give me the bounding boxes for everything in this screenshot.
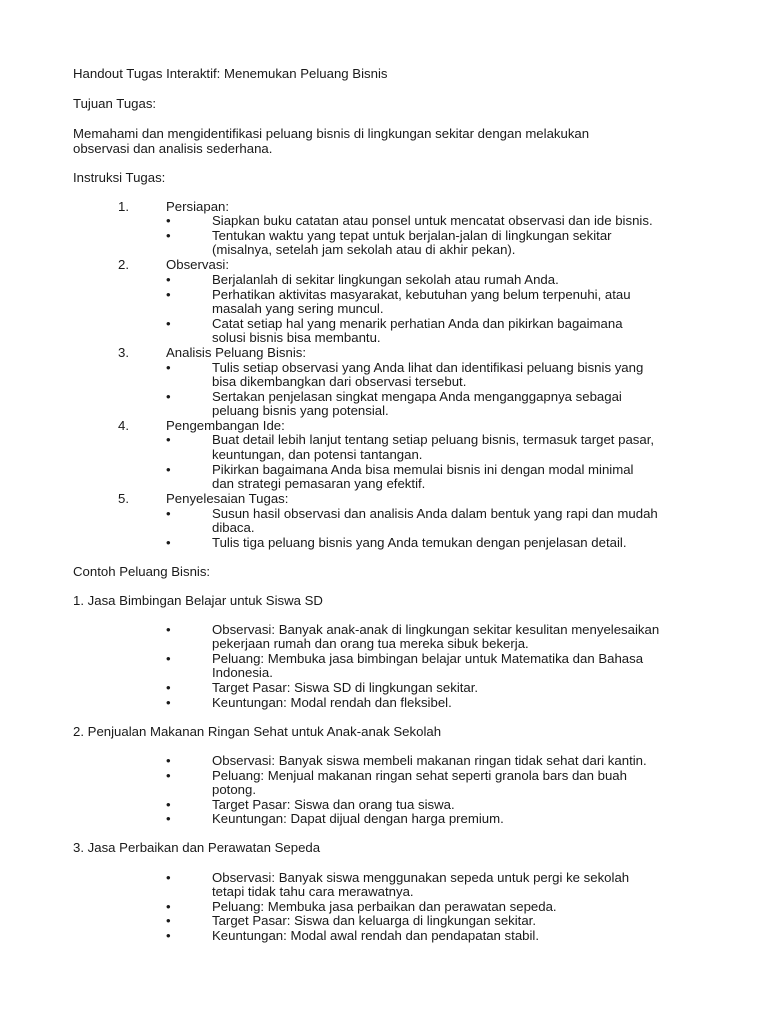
step-label: Penyelesaian Tugas: <box>166 491 289 506</box>
example-title: 1. Jasa Bimbingan Belajar untuk Siswa SD <box>73 593 323 608</box>
step-number: 1. <box>118 199 129 214</box>
example-bullet-text: Peluang: Membuka jasa perbaikan dan perawatan sepeda. <box>212 899 557 914</box>
step-bullet-text: peluang bisnis yang potensial. <box>212 403 389 418</box>
tujuan-heading: Tujuan Tugas: <box>73 96 157 111</box>
bullet-glyph: • <box>166 389 171 404</box>
instruksi-heading: Instruksi Tugas: <box>73 170 166 185</box>
bullet-glyph: • <box>166 287 171 302</box>
step-bullet-text: keuntungan, dan potensi tantangan. <box>212 447 423 462</box>
example-bullet-text: Peluang: Menjual makanan ringan sehat seperti granola bars dan buah <box>212 768 627 783</box>
step-bullet-text: masalah yang sering muncul. <box>212 301 384 316</box>
bullet-glyph: • <box>166 680 171 695</box>
step-bullet-text: solusi bisnis bisa membantu. <box>212 330 381 345</box>
example-bullet-text: potong. <box>212 782 256 797</box>
example-title: 3. Jasa Perbaikan dan Perawatan Sepeda <box>73 840 321 855</box>
example-bullet-text: Peluang: Membuka jasa bimbingan belajar untuk Matematika dan Bahasa <box>212 651 644 666</box>
bullet-glyph: • <box>166 228 171 243</box>
tujuan-text-line: Memahami dan mengidentifikasi peluang bisnis di lingkungan sekitar dengan melakukan <box>73 126 590 141</box>
step-bullet-text: (misalnya, setelah jam sekolah atau di akhir pekan). <box>212 242 516 257</box>
bullet-glyph: • <box>166 213 171 228</box>
step-number: 3. <box>118 345 129 360</box>
step-label: Persiapan: <box>166 199 230 214</box>
bullet-glyph: • <box>166 462 171 477</box>
bullet-glyph: • <box>166 753 171 768</box>
bullet-glyph: • <box>166 316 171 331</box>
bullet-glyph: • <box>166 506 171 521</box>
bullet-glyph: • <box>166 899 171 914</box>
document-title: Handout Tugas Interaktif: Menemukan Peluang Bisnis <box>73 66 388 81</box>
step-label: Observasi: <box>166 257 230 272</box>
step-label: Analisis Peluang Bisnis: <box>166 345 307 360</box>
step-bullet-text: Buat detail lebih lanjut tentang setiap peluang bisnis, termasuk target pasar, <box>212 432 655 447</box>
step-label: Pengembangan Ide: <box>166 418 285 433</box>
example-bullet-text: Target Pasar: Siswa dan orang tua siswa. <box>212 797 455 812</box>
step-bullet-text: Berjalanlah di sekitar lingkungan sekolah atau rumah Anda. <box>212 272 559 287</box>
step-bullet-text: Tentukan waktu yang tepat untuk berjalan-jalan di lingkungan sekitar <box>212 228 612 243</box>
bullet-glyph: • <box>166 651 171 666</box>
step-bullet-text: Tulis setiap observasi yang Anda lihat dan identifikasi peluang bisnis yang <box>212 360 644 375</box>
example-bullet-text: Keuntungan: Dapat dijual dengan harga premium. <box>212 811 504 826</box>
step-number: 5. <box>118 491 129 506</box>
step-bullet-text: Catat setiap hal yang menarik perhatian Anda dan pikirkan bagaimana <box>212 316 623 331</box>
example-title: 2. Penjualan Makanan Ringan Sehat untuk Anak-anak Sekolah <box>73 724 442 739</box>
bullet-glyph: • <box>166 913 171 928</box>
step-bullet-text: Perhatikan aktivitas masyarakat, kebutuhan yang belum terpenuhi, atau <box>212 287 631 302</box>
example-bullet-text: Observasi: Banyak anak-anak di lingkungan sekitar kesulitan menyelesaikan <box>212 622 660 637</box>
step-bullet-text: Susun hasil observasi dan analisis Anda dalam bentuk yang rapi dan mudah <box>212 506 658 521</box>
bullet-glyph: • <box>166 272 171 287</box>
bullet-glyph: • <box>166 768 171 783</box>
step-bullet-text: Tulis tiga peluang bisnis yang Anda temukan dengan penjelasan detail. <box>212 535 627 550</box>
bullet-glyph: • <box>166 432 171 447</box>
step-bullet-text: bisa dikembangkan dari observasi tersebut. <box>212 374 467 389</box>
step-number: 4. <box>118 418 129 433</box>
example-bullet-text: Keuntungan: Modal awal rendah dan pendapatan stabil. <box>212 928 540 943</box>
bullet-glyph: • <box>166 360 171 375</box>
bullet-glyph: • <box>166 535 171 550</box>
example-bullet-text: tetapi tidak tahu cara merawatnya. <box>212 884 414 899</box>
bullet-glyph: • <box>166 928 171 943</box>
example-bullet-text: Observasi: Banyak siswa menggunakan sepeda untuk pergi ke sekolah <box>212 870 630 885</box>
example-bullet-text: Keuntungan: Modal rendah dan fleksibel. <box>212 695 452 710</box>
bullet-glyph: • <box>166 695 171 710</box>
step-bullet-text: Pikirkan bagaimana Anda bisa memulai bisnis ini dengan modal minimal <box>212 462 634 477</box>
example-bullet-text: Observasi: Banyak siswa membeli makanan ringan tidak sehat dari kantin. <box>212 753 647 768</box>
example-bullet-text: Target Pasar: Siswa SD di lingkungan sekitar. <box>212 680 479 695</box>
tujuan-text-line: observasi dan analisis sederhana. <box>73 141 273 156</box>
step-bullet-text: dan strategi pemasaran yang efektif. <box>212 476 426 491</box>
step-bullet-text: dibaca. <box>212 520 255 535</box>
example-bullet-text: pekerjaan rumah dan orang tua mereka sibuk bekerja. <box>212 636 529 651</box>
example-bullet-text: Indonesia. <box>212 665 273 680</box>
bullet-glyph: • <box>166 797 171 812</box>
bullet-glyph: • <box>166 811 171 826</box>
step-number: 2. <box>118 257 129 272</box>
example-bullet-text: Target Pasar: Siswa dan keluarga di lingkungan sekitar. <box>212 913 537 928</box>
bullet-glyph: • <box>166 622 171 637</box>
step-bullet-text: Sertakan penjelasan singkat mengapa Anda menganggapnya sebagai <box>212 389 622 404</box>
step-bullet-text: Siapkan buku catatan atau ponsel untuk mencatat observasi dan ide bisnis. <box>212 213 653 228</box>
bullet-glyph: • <box>166 870 171 885</box>
contoh-heading: Contoh Peluang Bisnis: <box>73 564 211 579</box>
